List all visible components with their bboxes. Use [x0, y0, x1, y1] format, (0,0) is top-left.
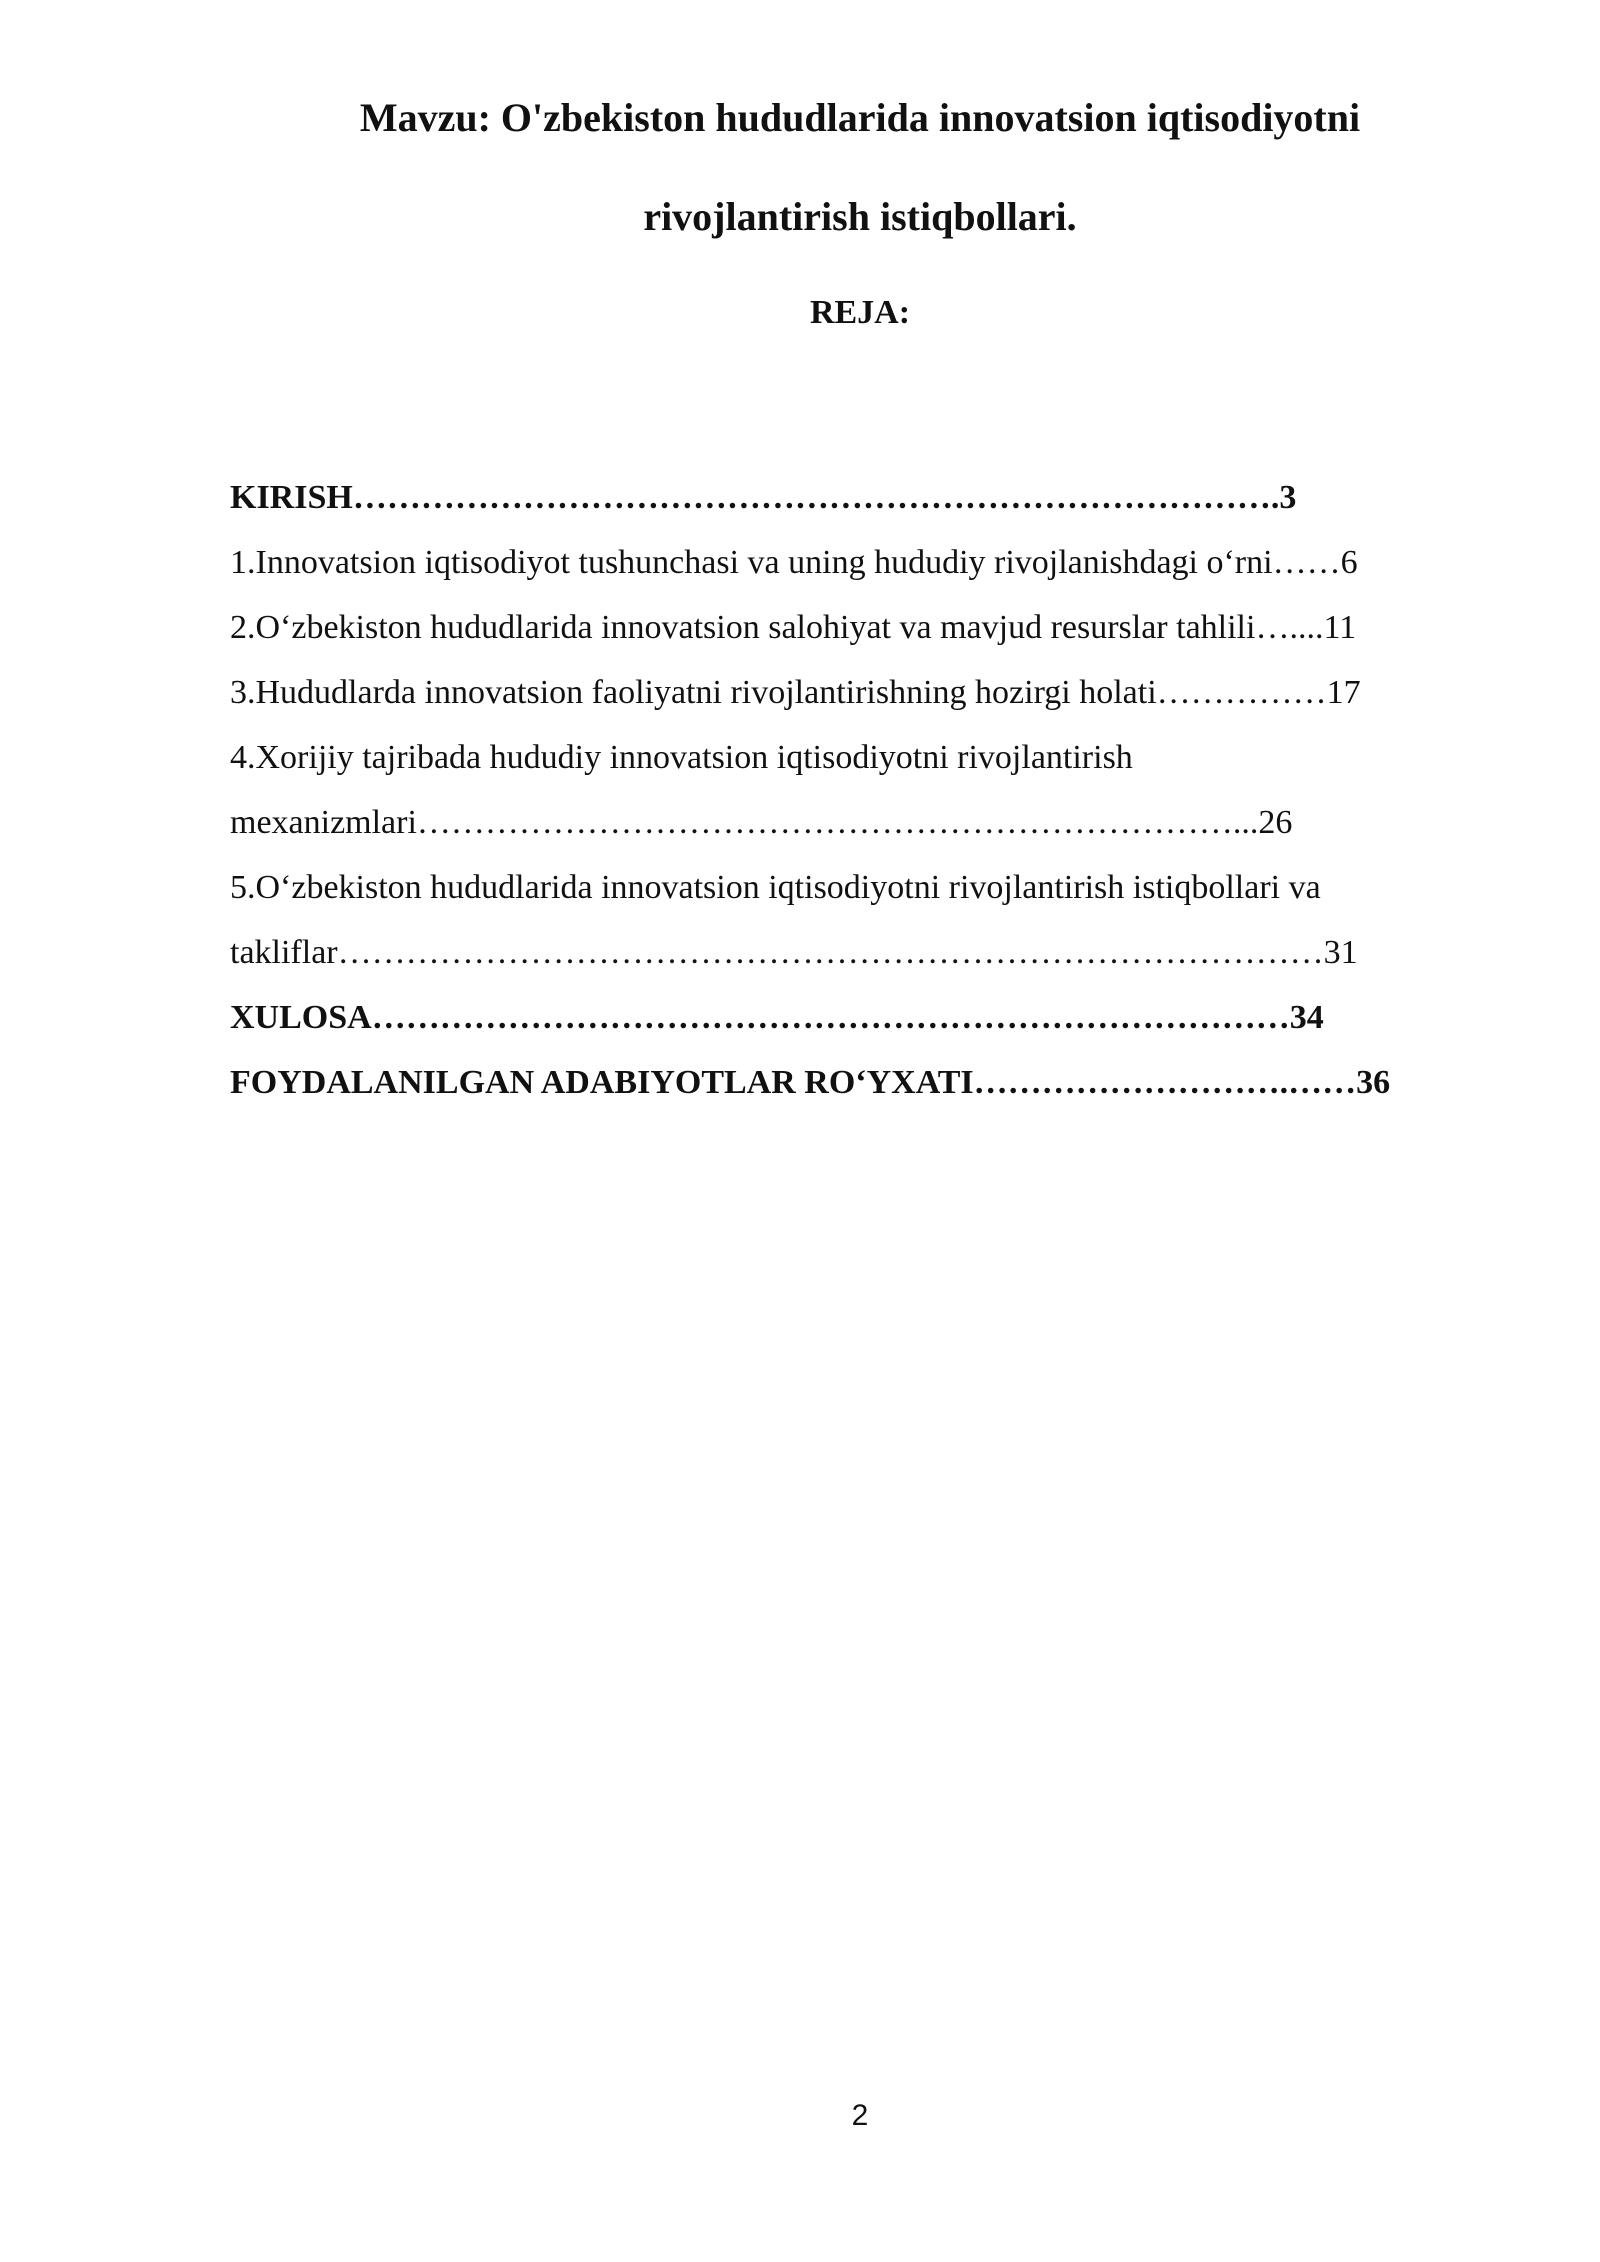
table-of-contents [230, 465, 1490, 1115]
toc-entry-chapter-4-line-1: 4.Xorijiy tajribada hududiy innovatsion iqtisodiyotni rivojlantirish [230, 739, 1133, 776]
toc-entry-conclusion: XULOSA………………………………………………………………………34 [230, 999, 1324, 1036]
toc-entry-chapter-3: 3.Hududlarda innovatsion faoliyatni rivojlantirishning hozirgi holati……………17 [230, 674, 1361, 711]
title-line-2: rivojlantirish istiqbollari. [643, 194, 1077, 239]
toc-entry-chapter-5-line-2: takliflar……………………………………………………………………………31 [230, 934, 1358, 971]
plan-heading: REJA: [809, 294, 911, 331]
toc-entry-chapter-1: 1.Innovatsion iqtisodiyot tushunchasi va uning hududiy rivojlanishdagi o‘rni……6 [230, 544, 1358, 581]
toc-entry-chapter-5-line-1: 5.O‘zbekiston hududlarida innovatsion iqtisodiyotni rivojlantirish istiqbollari va [230, 869, 1321, 906]
toc-entry-chapter-2: 2.O‘zbekiston hududlarida innovatsion salohiyat va mavjud resurslar tahlili…....11 [230, 609, 1357, 646]
page-number: 2 [851, 2099, 869, 2132]
toc-entry-references: FOYDALANILGAN ADABIYOTLAR RO‘YXATI……………………….……36 [230, 1064, 1391, 1101]
toc-entry-chapter-4-line-2: mexanizmlari………………………………………………………………...26 [230, 804, 1293, 841]
title-line-1: Mavzu: O'zbekiston hududlarida innovatsion iqtisodiyotni [359, 95, 1361, 140]
toc-entry-introduction: KIRISH……………………………………………………………………….3 [230, 479, 1297, 516]
